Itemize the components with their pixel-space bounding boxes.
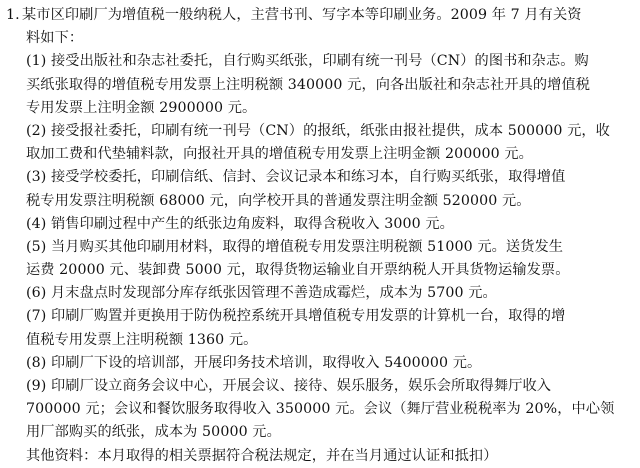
text-line-16: (8) 印刷厂下设的培训部，开展印务技术培训，取得收入 5400000 元。 — [26, 354, 482, 371]
text-line-4: 买纸张取得的增值税专用发票上注明税额 340000 元，向各出版社和杂志社开具的增值税 — [26, 76, 591, 93]
text-line-12: 运费 20000 元、装卸费 5000 元，取得货物运输业自开票纳税人开具货物运输发票。 — [26, 262, 570, 279]
text-line-5: 专用发票上注明金额 2900000 元。 — [26, 99, 257, 116]
text-line-18: 700000 元；会议和餐饮服务取得收入 350000 元。会议（舞厅营业税税率为 20%，中心领 — [26, 401, 615, 418]
text-line-17: (9) 印刷厂设立商务会议中心，开展会议、接待、娱乐服务，娱乐会所取得舞厅收入 — [26, 378, 552, 394]
text-line-10: (4) 销售印刷过程中产生的纸张边角废料，取得含税收入 3000 元。 — [26, 215, 454, 232]
text-line-9: 税专用发票注明税额 68000 元，向学校开具的普通发票注明金额 520000 元。 — [26, 192, 531, 209]
text-line-20: 其他资料：本月取得的相关票据符合税法规定，并在当月通过认证和抵扣） — [26, 447, 498, 464]
text-line-13: (6) 月末盘点时发现部分库存纸张因管理不善造成霉烂，成本为 5700 元。 — [26, 285, 497, 302]
text-line-1: 1. 某市区印刷厂为增值税一般纳税人，主营书刊、写字本等印刷业务。2009 年 7 月有关资 — [6, 4, 630, 27]
text-line-7: 取加工费和代垫辅料款，向报社开具的增值税专用发票上注明金额 200000 元。 — [26, 146, 533, 163]
question-number: 1. — [6, 7, 20, 23]
text-line-15: 值税专用发票上注明税额 1360 元。 — [26, 331, 258, 348]
text-line-14: (7) 印刷厂购置并更换用于防伪税控系统开具增值税专用发票的计算机一台，取得的增 — [26, 308, 566, 325]
text-line-19: 用厂部购买的纸张，成本为 50000 元。 — [26, 424, 281, 441]
text-line-3: (1) 接受出版社和杂志社委托，自行购买纸张，印刷有统一刊号（CN）的图书和杂志。购 — [26, 53, 589, 70]
text-line-2: 料如下： — [26, 30, 84, 47]
text-line-8: (3) 接受学校委托，印刷信纸、信封、会议记录本和练习本，自行购买纸张，取得增值 — [26, 169, 566, 186]
text-line-11: (5) 当月购买其他印刷用材料，取得的增值税专用发票注明税额 51000 元。送货发生 — [26, 238, 564, 255]
text-line-6: (2) 接受报社委托，印刷有统一刊号（CN）的报纸，纸张由报社提供，成本 500000 元，收 — [26, 122, 610, 139]
